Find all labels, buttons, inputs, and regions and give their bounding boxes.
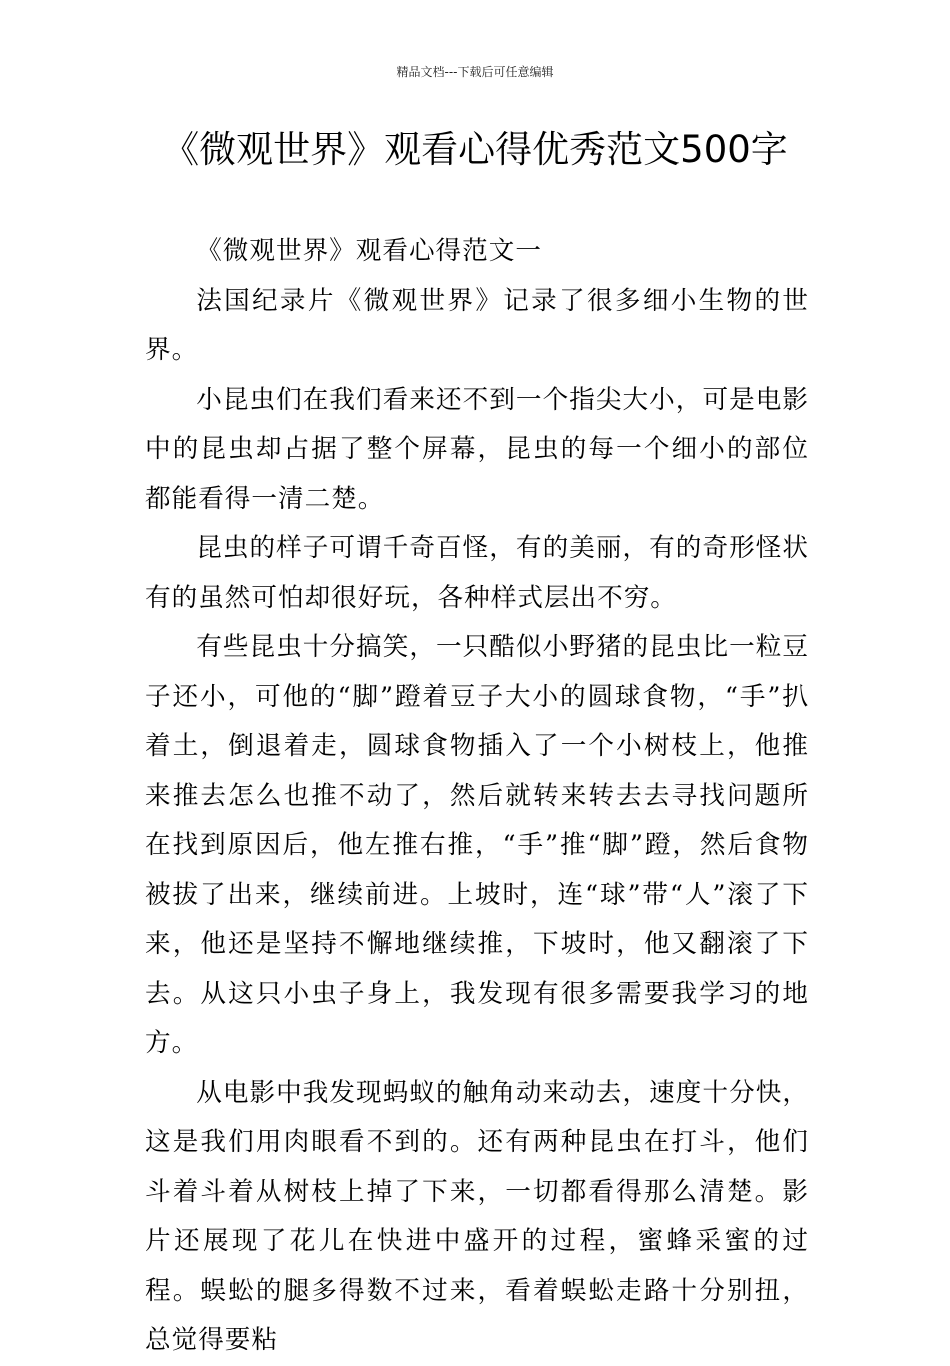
paragraph-section-heading: 《微观世界》观看心得范文一 [196, 236, 542, 266]
paragraph-intro: 法国纪录片《微观世界》记录了很多细小生物的世界。 [145, 285, 809, 365]
document-title: 《微观世界》观看心得优秀范文500字 [162, 128, 788, 171]
document-body [145, 227, 809, 1366]
paragraph-dung-beetle: 有些昆虫十分搞笑，一只酷似小野猪的昆虫比一粒豆子还小，可他的“脚”蹬着豆子大小的圆球食物，“手”扒着土，倒退着走，圆球食物插入了一个小树枝上，他推来推去怎么也推不动了，然后就转来转去去寻找问题所在找到原因后，他左推右推，“手”推“脚”蹬，然后食物被拔了出来，继续前进。上坡时，连“球”带“人”滚了下来，他还是坚持不懈地继续推，下坡时，他又翻滚了下去。从这只小虫子身上，我发现有很多需要我学习的地方。 [145, 632, 809, 1058]
header-note: 精品文档---下载后可任意编辑 [396, 65, 554, 79]
paragraph-observations: 从电影中我发现蚂蚁的触角动来动去，速度十分快，这是我们用肉眼看不到的。还有两种昆虫在打斗，他们斗着斗着从树枝上掉了下来，一切都看得那么清楚。影片还展现了花儿在快进中盛开的过程，蜜蜂采蜜的过程。蜈蚣的腿多得数不过来，看着蜈蚣走路十分别扭，总觉得要粘 [145, 1077, 809, 1355]
paragraph-insect-size: 小昆虫们在我们看来还不到一个指尖大小，可是电影中的昆虫却占据了整个屏幕，昆虫的每一个细小的部位都能看得一清二楚。 [145, 384, 809, 514]
paragraph-insect-appearance: 昆虫的样子可谓千奇百怪，有的美丽，有的奇形怪状有的虽然可怕却很好玩，各种样式层出不穷。 [145, 533, 809, 613]
